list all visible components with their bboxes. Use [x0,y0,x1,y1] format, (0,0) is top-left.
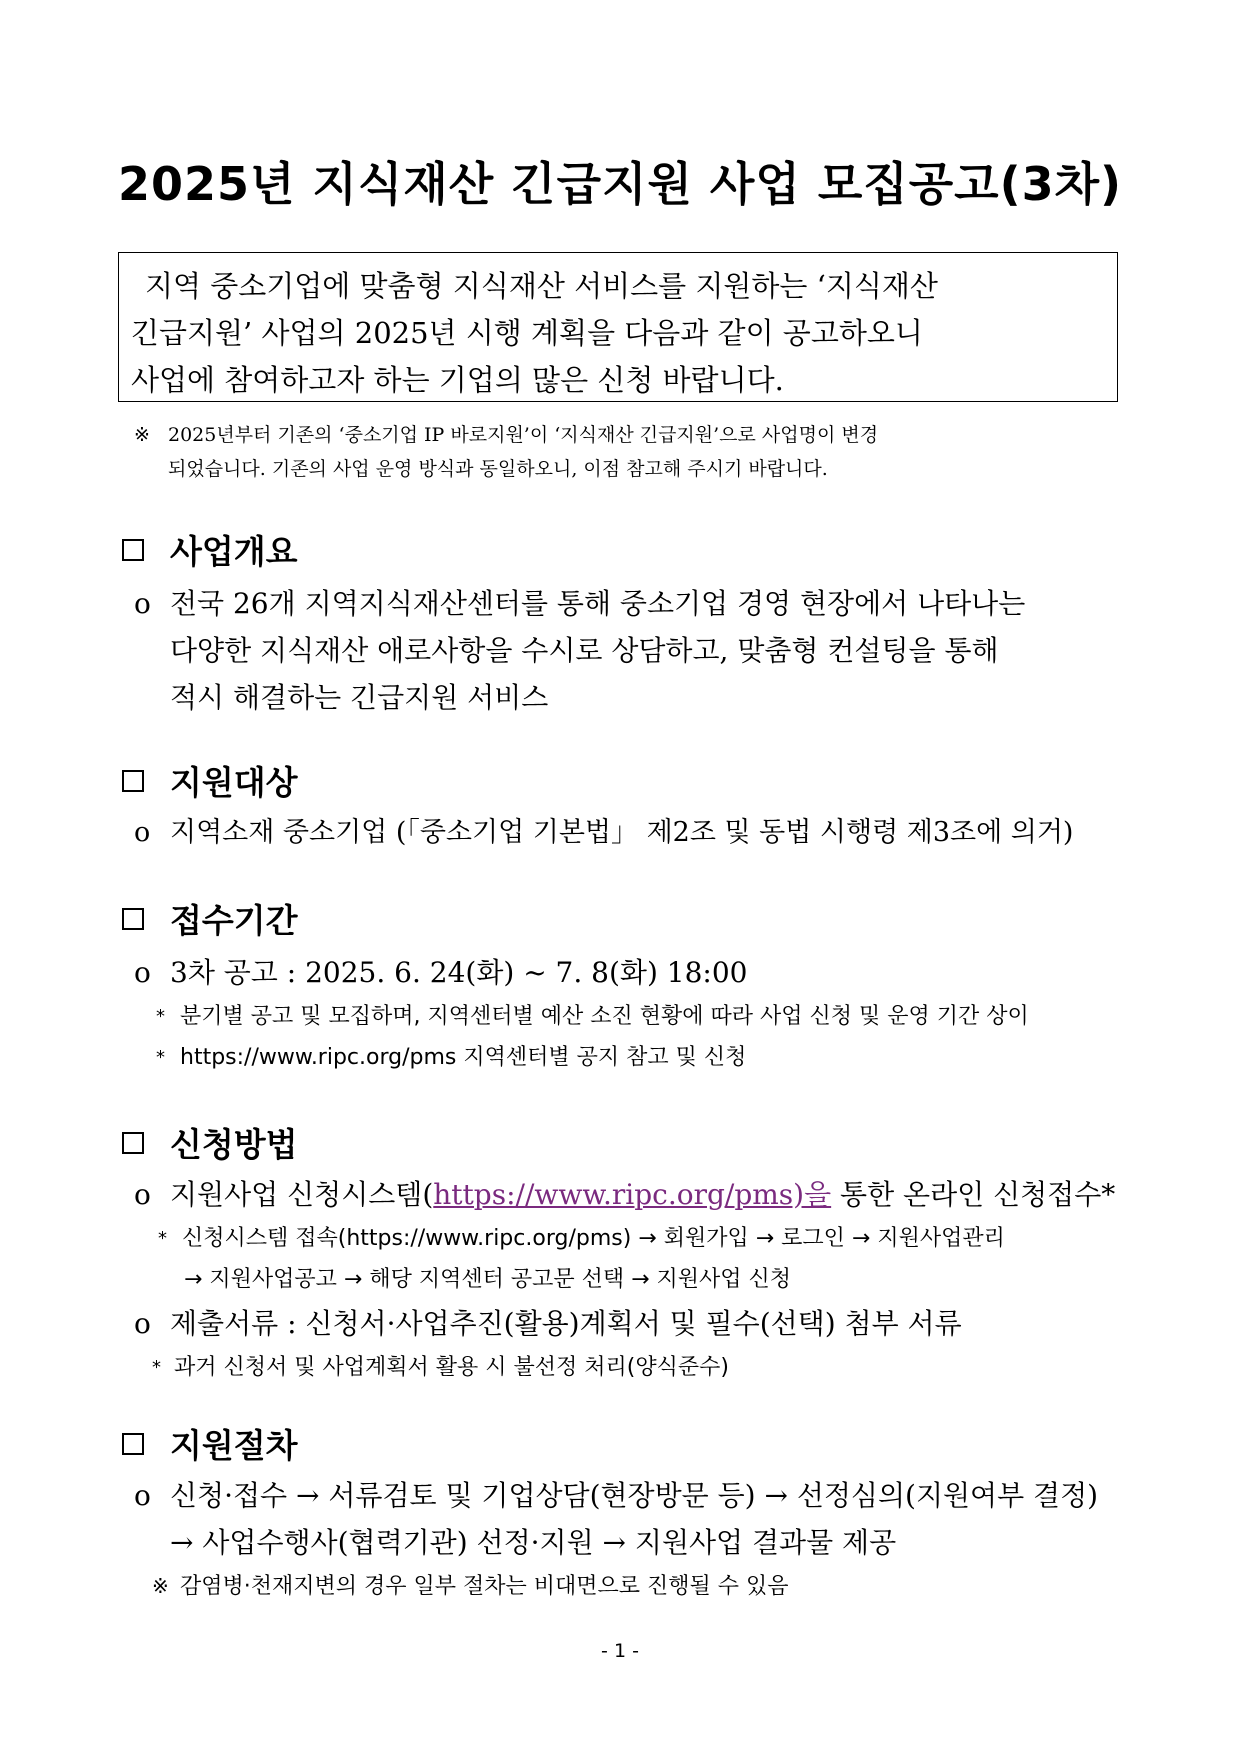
asterisk: * [156,1047,165,1068]
bullet-line: 제출서류 : 신청서·사업추진(활용)계획서 및 필수(선택) 첨부 서류 [170,1307,962,1340]
bullet-line: → 사업수행사(협력기관) 선정·지원 → 지원사업 결과물 제공 [170,1526,897,1559]
section-title: 신청방법 [170,1124,298,1164]
section-method [122,1117,1132,1388]
intro-line: 사업에 참여하고자 하는 기업의 많은 신청 바랍니다. [131,363,784,397]
sub-note [122,1347,1132,1388]
bullet-item [122,1171,1132,1218]
note-text: https://www.ripc.org/pms 지역센터별 공지 참고 및 신청 [180,1045,747,1070]
page-title: 2025년 지식재산 긴급지원 사업 모집공고(3차) [117,157,1123,211]
sub-note [122,1218,1132,1259]
notice-line: 2025년부터 기존의 ‘중소기업 IP 바로지원’이 ‘지식재산 긴급지원’으로 사업명이 변경 [168,424,879,446]
bullet-mark: o [134,956,151,989]
intro-line: 긴급지원’ 사업의 2025년 시행 계획을 다음과 같이 공고하오니 [131,316,923,350]
bullet-item [122,1300,1132,1347]
bullet-line: 3차 공고 : 2025. 6. 24(화) ~ 7. 8(화) 18:00 [170,956,748,989]
bullet-mark: o [134,817,151,848]
asterisk: * [152,1357,161,1378]
bullet-item [122,1472,1132,1566]
section-heading [122,524,1132,574]
application-system-link[interactable]: https://www.ripc.org/pms)을 [433,1178,832,1211]
notice-line: 되었습니다. 기존의 사업 운영 방식과 동일하오니, 이점 참고해 주시기 바랍니다. [168,458,828,480]
reference-mark: ※ [152,1574,169,1598]
bullet-mark: o [134,1178,151,1211]
note-text: 감염병·천재지변의 경우 일부 절차는 비대면으로 진행될 수 있음 [180,1574,789,1599]
bullet-mark: o [134,587,151,620]
note-text: 과거 신청서 및 사업계획서 활용 시 불선정 처리(양식준수) [174,1355,729,1380]
bullet-line: 지역소재 중소기업 (「중소기업 기본법」 제2조 및 동법 시행령 제3조에 의거) [170,817,1074,848]
checkbox-square-icon [122,539,144,561]
note-text: 신청시스템 접속(https://www.ripc.org/pms) → 회원가입 → 로그인 → 지원사업관리 [182,1226,1005,1251]
section-heading [122,893,1132,943]
section-target [122,755,1132,856]
page-number: - 1 - [601,1640,639,1662]
section-title: 접수기간 [170,900,298,940]
bullet-item [122,809,1132,856]
asterisk: * [156,1006,165,1027]
intro-box [118,252,1118,402]
checkbox-square-icon [122,1132,144,1154]
checkbox-square-icon [122,1433,144,1455]
reference-mark: ※ [134,424,150,446]
bullet-line: 전국 26개 지역지식재산센터를 통해 중소기업 경영 현장에서 나타나는 [170,587,1026,620]
section-title: 사업개요 [170,531,298,571]
section-procedure [122,1418,1132,1607]
bullet-item [122,949,1132,996]
section-title: 지원대상 [170,762,298,802]
sub-note [122,1566,1132,1607]
sub-note [122,996,1132,1037]
checkbox-square-icon [122,770,144,792]
bullet-line [170,1171,1132,1218]
bullet-item [122,580,1132,721]
line-text: 통한 온라인 신청접수* [831,1178,1116,1211]
section-period [122,893,1132,1078]
checkbox-square-icon [122,908,144,930]
section-heading [122,755,1132,805]
note-text: 분기별 공고 및 모집하며, 지역센터별 예산 소진 현황에 따라 사업 신청 및 운영 기간 상이 [180,1004,1029,1029]
section-heading [122,1117,1132,1167]
sub-note-continued [122,1259,1132,1300]
section-heading [122,1418,1132,1468]
bullet-line: 적시 해결하는 긴급지원 서비스 [170,681,549,714]
section-title: 지원절차 [170,1425,298,1465]
bullet-mark: o [134,1479,151,1512]
intro-line: 지역 중소기업에 맞춤형 지식재산 서비스를 지원하는 ‘지식재산 [145,269,938,303]
line-text: 지원사업 신청시스템( [170,1178,434,1211]
note-text: → 지원사업공고 → 해당 지역센터 공고문 선택 → 지원사업 신청 [184,1267,792,1292]
bullet-line: 다양한 지식재산 애로사항을 수시로 상담하고, 맞춤형 컨설팅을 통해 [170,634,999,667]
bullet-mark: o [134,1307,151,1340]
sub-note [122,1037,1132,1078]
bullet-line: 신청·접수 → 서류검토 및 기업상담(현장방문 등) → 선정심의(지원여부 결정) [170,1479,1099,1512]
section-overview [122,524,1132,721]
asterisk: * [158,1228,167,1249]
rename-notice [134,418,1124,486]
